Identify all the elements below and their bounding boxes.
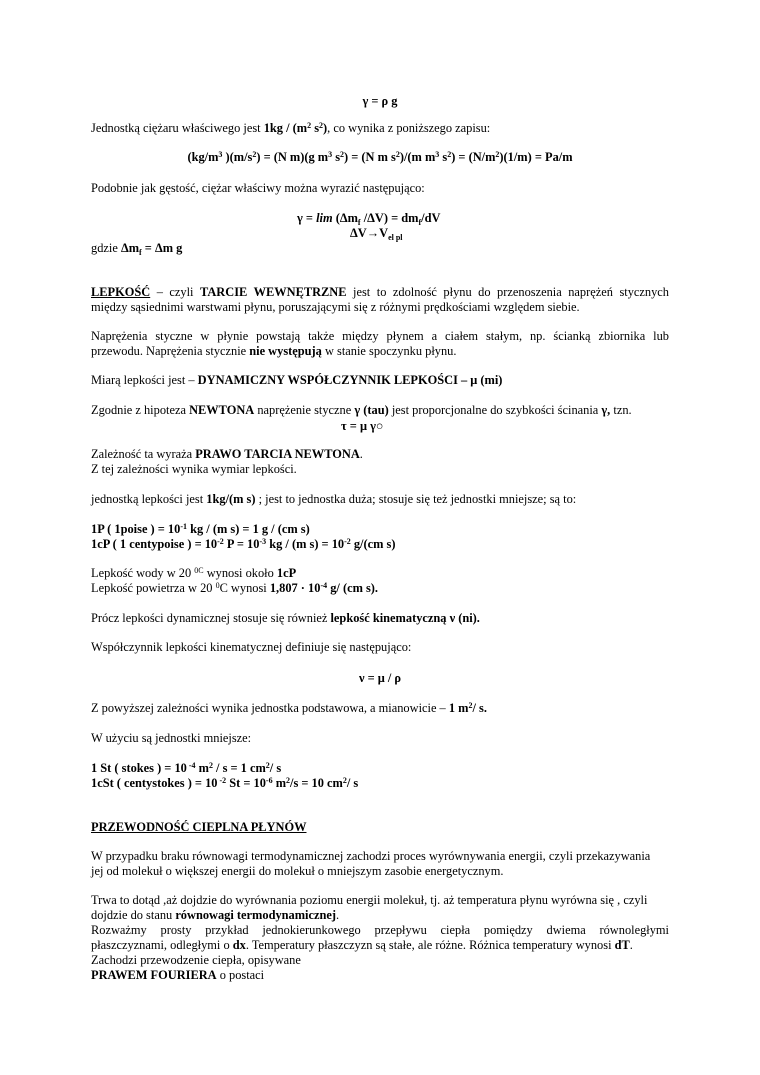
formula-centistokes: 1cSt ( centystokes ) = 10 $^{-2}$ $St = 10^{-6}$ $m^2/s = 10$ $cm^2/$ s (91, 776, 359, 790)
text-fourier-law: PRAWEM FOURIERA o postaci (91, 968, 265, 982)
formula-specific-weight: γ = ρ g (362, 94, 398, 108)
text-newton-law: Zależność ta wyraża PRAWO TARCIA NEWTONA. (91, 447, 363, 461)
text-kinematic-viscosity: Prócz lepkości dynamicznej stosuje się również lepkość kinematyczną ν (ni). (91, 611, 480, 625)
text-unit-specific-weight: Jednostką ciężaru właściwego jest $1kg / (m^2$ $s^2$), co wynika z poniższego zapisu: (91, 121, 491, 135)
text-thermal-4: dojdzie do stanu równowagi termodynamicznej. (91, 908, 340, 922)
text-thermal-3: Trwa to dotąd ,aż dojdzie do wyrównania poziomu energii molekuł, tj. aż temperatura płynu wyrówna się , czyli (91, 893, 648, 907)
formula-poise: 1P ( 1poise ) = $10^{-1}$ kg / (m s) = 1 g / (cm s) (91, 522, 310, 536)
text-thermal-5: Rozważmy prosty przykład jednokierunkowego przepływu ciepła pomiędzy dwiema równoległymi (91, 923, 669, 937)
heading-viscosity-line: LEPKOŚĆ – czyli TARCIE WEWNĘTRZNE jest to zdolność płynu do przenoszenia naprężeń stycznych (91, 285, 669, 299)
text-base-unit: Z powyższej zależności wynika jednostka podstawowa, a mianowicie – 1 $m^2/$ s. (91, 701, 487, 715)
formula-kinematic: ν = μ / ρ (358, 671, 402, 685)
text-thermal-6: płaszczyznami, odległymi o dx. Temperatury płaszczyzn są stałe, ale różne. Różnica temperatury wynosi dT. (91, 938, 633, 952)
text-density-analogy: Podobnie jak gęstość, ciężar właściwy można wyrazić następująco: (91, 181, 425, 195)
text-air-viscosity: Lepkość powietrza w 20 $^0$C wynosi $1,807 \cdot 10^{-4}$ g/ (cm s). (91, 581, 379, 595)
text-viscosity-unit: jednostką lepkości jest 1kg/(m s) ; jest to jednostka duża; stosuje się też jednostki mniejsze; są to: (91, 492, 577, 506)
formula-stokes: 1 St ( stokes ) = 10 $^{-4}$ $m^2 / s = 1$ $cm^2/$ s (91, 761, 282, 775)
formula-unit-derivation: ($kg/m^3$ )$(m/s^2) = (N$ m)(g $m^3$ $s^2) = (N$ m $s^2)/(m$ $m^3$ $s^2) = (N/m^2)(1/m) = Pa/m$ (187, 150, 573, 164)
text-where: gdzie $\Delta m_f = \Delta m$ g (91, 241, 183, 257)
text-shear-stress-2: przewodu. Naprężenia stycznie nie występują w stanie spoczynku płynu. (91, 344, 457, 358)
text-shear-stress-1: Naprężenia styczne w płynie powstają także między płynem a ciałem stałym, np. ścianką zbiornika lub (91, 329, 669, 343)
text-dynamic-coefficient: Miarą lepkości jest – DYNAMICZNY WSPÓŁCZYNNIK LEPKOŚCI – μ (mi) (91, 373, 503, 387)
formula-centipoise: 1cP ( 1 centypoise ) = $10^{-2}$ $P = 10^{-3}$ kg / (m $s) = 10^{-2}$ g/(cm s) (91, 537, 396, 551)
text-smaller-units: W użyciu są jednostki mniejsze: (91, 731, 252, 745)
heading-thermal-conductivity: PRZEWODNOŚĆ CIEPLNA PŁYNÓW (91, 820, 307, 834)
text-thermal-2: jej od molekuł o większej energii do molekuł o mniejszym zasobie energetycznym. (91, 864, 504, 878)
formula-newton-law: τ = μ γ○ (341, 419, 384, 433)
text-viscosity-dimension: Z tej zależności wynika wymiar lepkości. (91, 462, 297, 476)
text-newton-hypothesis: Zgodnie z hipoteza NEWTONA naprężenie styczne γ (tau) jest proporcjonalne do szybkości ścinania γ, tzn. (91, 403, 632, 417)
text-thermal-7: Zachodzi przewodzenie ciepła, opisywane (91, 953, 301, 967)
text-thermal-1: W przypadku braku równowagi termodynamicznej zachodzi proces wyrównywania energii, czyli przekazywania (91, 849, 651, 863)
text-kinematic-definition: Współczynnik lepkości kinematycznej definiuje się następująco: (91, 640, 412, 654)
text-water-viscosity: Lepkość wody w 20 $^{0C}$ wynosi około 1cP (91, 566, 297, 580)
text-viscosity-def: między sąsiednimi warstwami płynu, poruszającymi się z różnymi prędkościami względem siebie. (91, 300, 580, 314)
formula-limit: $\gamma = \lim (\Delta m_f$ $/\Delta V) = dm_f/dV$ (297, 211, 441, 227)
formula-limit-subscript: $\Delta V\to V_{el pl}$ (350, 226, 403, 242)
heading-viscosity: LEPKOŚĆ (91, 285, 151, 299)
